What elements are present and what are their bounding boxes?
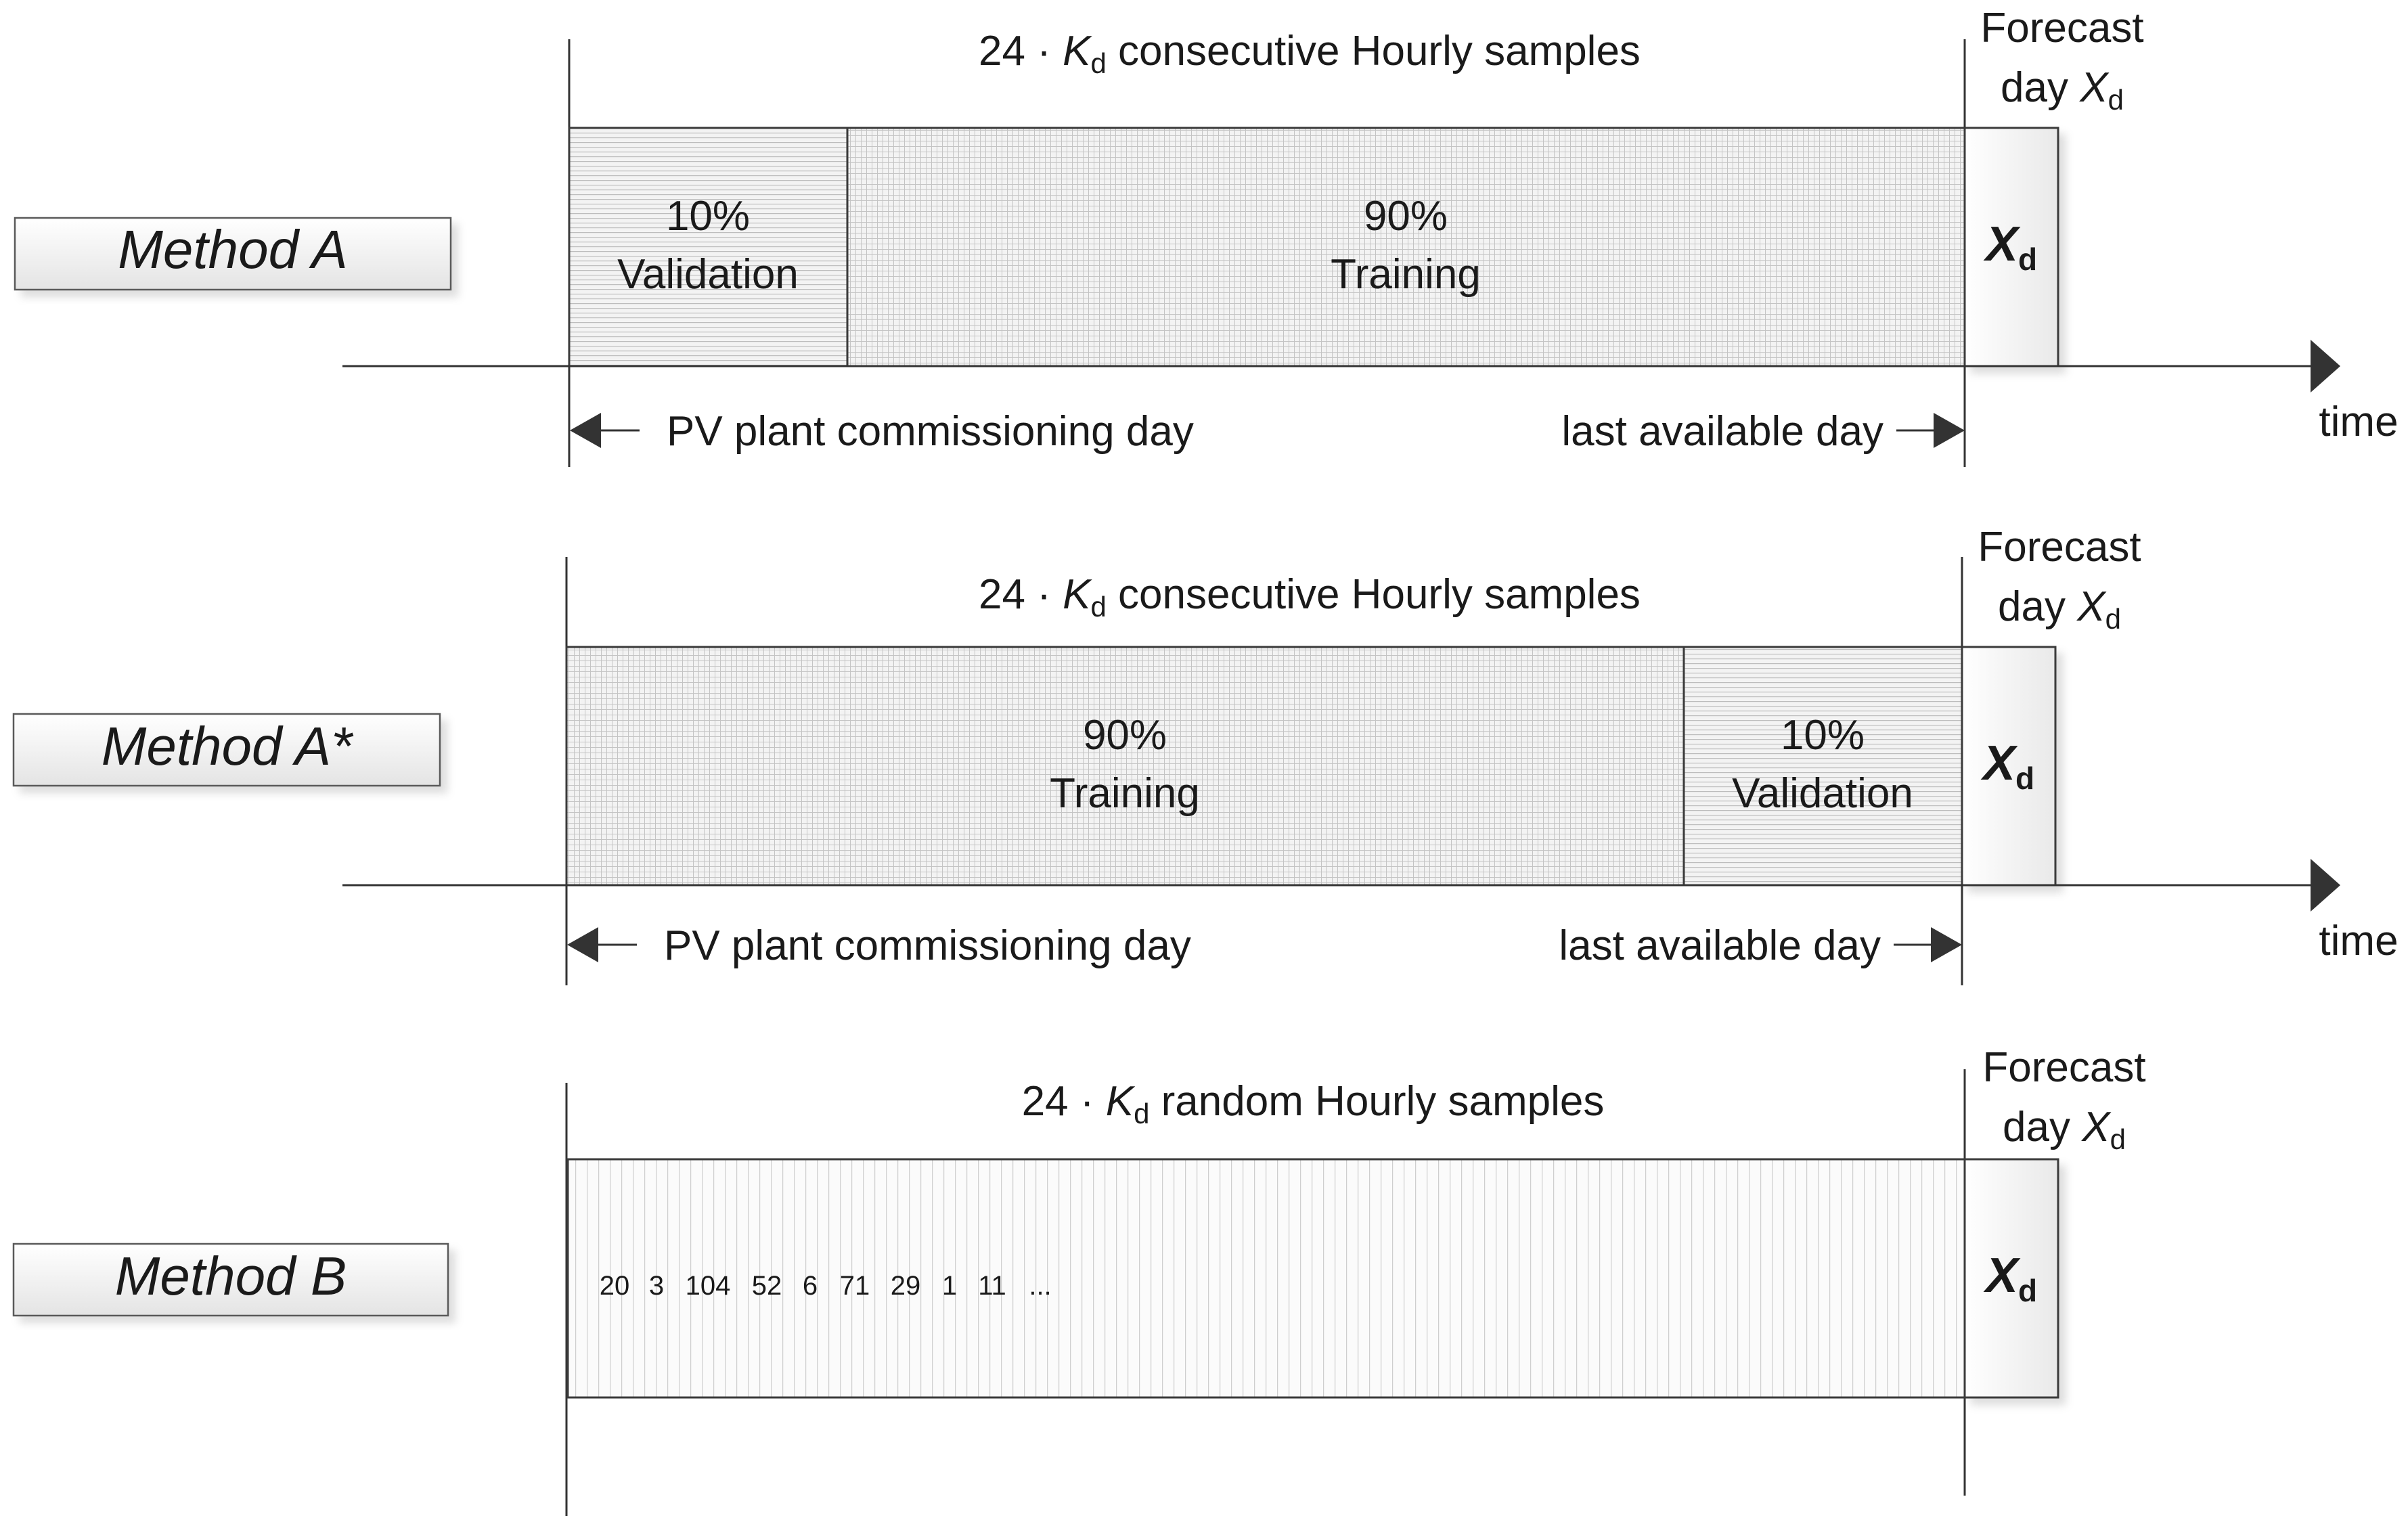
method-b-header: 24 · Kd random Hourly samples: [1021, 1078, 1605, 1129]
time-axis-arrowhead: [2311, 340, 2340, 393]
sample-index-label: 52: [751, 1271, 782, 1301]
sample-index-label: 3: [648, 1271, 665, 1301]
sample-index-label: 1: [941, 1271, 958, 1301]
sample-index-label: ...: [1029, 1271, 1052, 1301]
method-a-star-training-block: [566, 647, 1684, 885]
time-axis-label: time: [2319, 399, 2399, 445]
method-a-star-validation-label: Validation: [1732, 770, 1913, 817]
sample-index-label: 11: [978, 1271, 1006, 1301]
start-label: PV plant commissioning day: [667, 408, 1194, 455]
forecast-label: Forecast: [1978, 524, 2141, 570]
start-arrow-head: [570, 413, 601, 448]
time-axis-label: time: [2319, 918, 2399, 964]
sample-index-label: 6: [802, 1271, 818, 1301]
forecast-label: Forecast: [1982, 1044, 2146, 1091]
forecast-label: Forecast: [1980, 5, 2144, 51]
end-label: last available day: [1559, 922, 1881, 969]
method-a-training-block: [847, 128, 1965, 366]
end-arrow-head: [1931, 927, 1962, 962]
method-a-star-label: Method A*: [101, 716, 353, 776]
start-label: PV plant commissioning day: [664, 922, 1191, 969]
method-b-label: Method B: [114, 1246, 347, 1306]
method-b-row: [14, 1044, 2146, 1516]
method-a-validation-label: Validation: [617, 251, 799, 298]
end-label: last available day: [1561, 408, 1883, 455]
method-a-header: 24 · Kd consecutive Hourly samples: [979, 28, 1641, 79]
method-a-label: Method A: [118, 219, 348, 279]
method-a-star-validation-pct: 10%: [1780, 712, 1865, 759]
method-a-star-header: 24 · Kd consecutive Hourly samples: [979, 571, 1641, 623]
method-a-validation-pct: 10%: [665, 193, 751, 240]
forecast-day-label: day Xd: [1998, 583, 2121, 635]
method-a-row: [15, 5, 2399, 467]
method-a-xd-label: Xd: [1985, 217, 2038, 277]
end-arrow-head: [1934, 413, 1965, 448]
time-axis-arrowhead: [2311, 859, 2340, 912]
method-a-training-label: Training: [1331, 251, 1481, 298]
forecast-day-label: day Xd: [2001, 64, 2124, 116]
method-a-star-row: [14, 524, 2399, 985]
method-a-training-pct: 90%: [1363, 193, 1448, 240]
sample-index-label: 29: [890, 1271, 921, 1301]
method-a-star-training-label: Training: [1050, 770, 1200, 817]
forecast-day-label: day Xd: [2003, 1104, 2126, 1155]
sample-index-label: 71: [839, 1271, 870, 1301]
method-b-xd-label: Xd: [1985, 1249, 2038, 1308]
method-a-validation-block: [569, 128, 847, 366]
start-arrow-head: [567, 927, 598, 962]
sample-index-label: 20: [599, 1271, 630, 1301]
sample-index-label: 104: [685, 1271, 731, 1301]
method-a-star-xd-label: Xd: [1982, 736, 2035, 796]
method-a-star-validation-block: [1684, 647, 1962, 885]
method-a-star-training-pct: 90%: [1082, 712, 1167, 759]
